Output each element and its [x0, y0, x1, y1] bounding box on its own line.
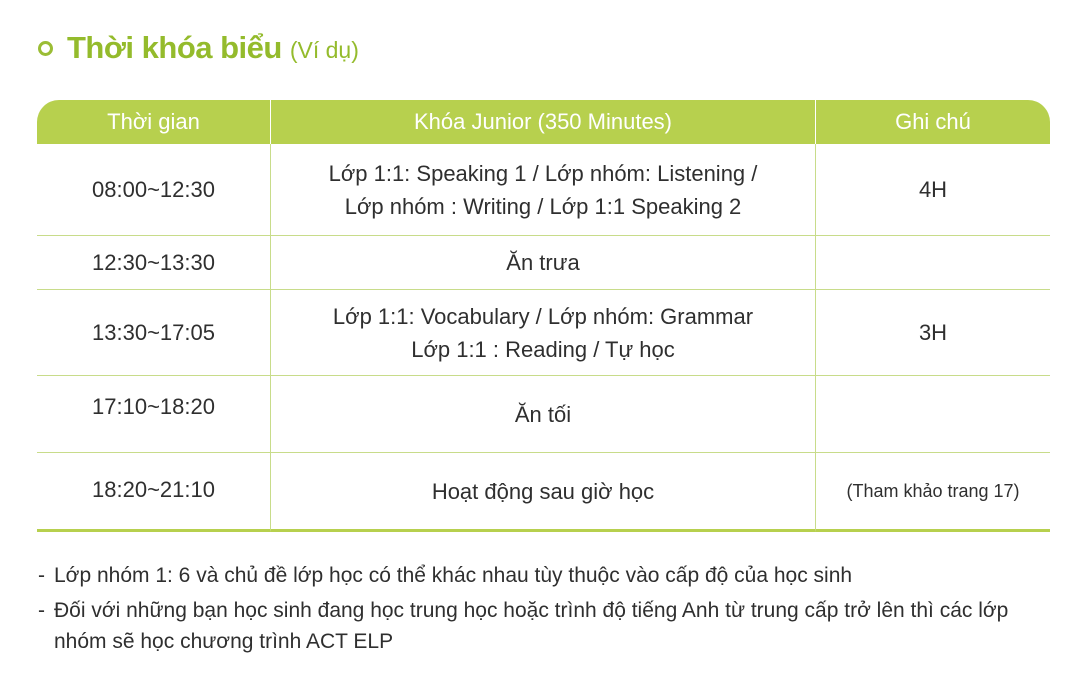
time-cell: 13:30~17:05 [37, 290, 270, 376]
activity-cell [270, 290, 815, 376]
table-row [37, 236, 1050, 290]
activity-line: Lớp 1:1 : Reading / Tự học [411, 336, 675, 362]
activity-line: Lớp 1:1: Vocabulary / Lớp nhóm: Grammar [332, 303, 754, 329]
activity-cell [270, 453, 815, 532]
time-cell: 08:00~12:30 [37, 144, 270, 236]
activity-line: Ăn tối [514, 401, 572, 427]
activity-line: Lớp 1:1: Speaking 1 / Lớp nhóm: Listening / [328, 160, 758, 186]
note-cell: 4H [815, 144, 1050, 236]
note-cell [815, 376, 1050, 453]
table-row [37, 376, 1050, 453]
footnote-dash: - [38, 599, 45, 622]
time-cell: 12:30~13:30 [37, 236, 270, 290]
table-header-row [37, 100, 1050, 144]
footnote-item [38, 595, 1058, 657]
header-time: Thời gian [37, 100, 270, 144]
time-cell: 17:10~18:20 [37, 376, 270, 453]
footnotes [38, 560, 1058, 661]
activity-cell [270, 376, 815, 453]
activity-line: Ăn trưa [506, 250, 580, 275]
footnote-dash: - [38, 564, 45, 587]
page-title-row [38, 24, 359, 72]
table-row [37, 144, 1050, 236]
note-cell: (Tham khảo trang 17) [815, 453, 1050, 532]
note-cell [815, 236, 1050, 290]
footnote-text: Lớp nhóm 1: 6 và chủ đề lớp học có thể khác nhau tùy thuộc vào cấp độ của học sinh [54, 564, 853, 587]
header-note: Ghi chú [815, 100, 1050, 144]
header-course: Khóa Junior (350 Minutes) [270, 100, 815, 144]
page-subtitle: (Ví dụ) [289, 36, 359, 63]
table-row [37, 290, 1050, 376]
page-title: Thời khóa biểu [67, 30, 282, 65]
time-cell: 18:20~21:10 [37, 453, 270, 532]
activity-line: Lớp nhóm : Writing / Lớp 1:1 Speaking 2 [344, 193, 742, 219]
note-cell: 3H [815, 290, 1050, 376]
footnote-text: Đối với những bạn học sinh đang học trung học hoặc trình độ tiếng Anh từ trung cấp trở lên thì các lớp nhóm sẽ học chương trình ACT ELP [54, 599, 1009, 653]
footnote-item [38, 560, 1058, 591]
activity-cell [270, 236, 815, 290]
activity-line: Hoạt động sau giờ học [431, 478, 655, 504]
schedule-table [37, 100, 1050, 532]
table-row [37, 453, 1050, 532]
circle-outline-icon [38, 41, 53, 56]
activity-cell [270, 144, 815, 236]
